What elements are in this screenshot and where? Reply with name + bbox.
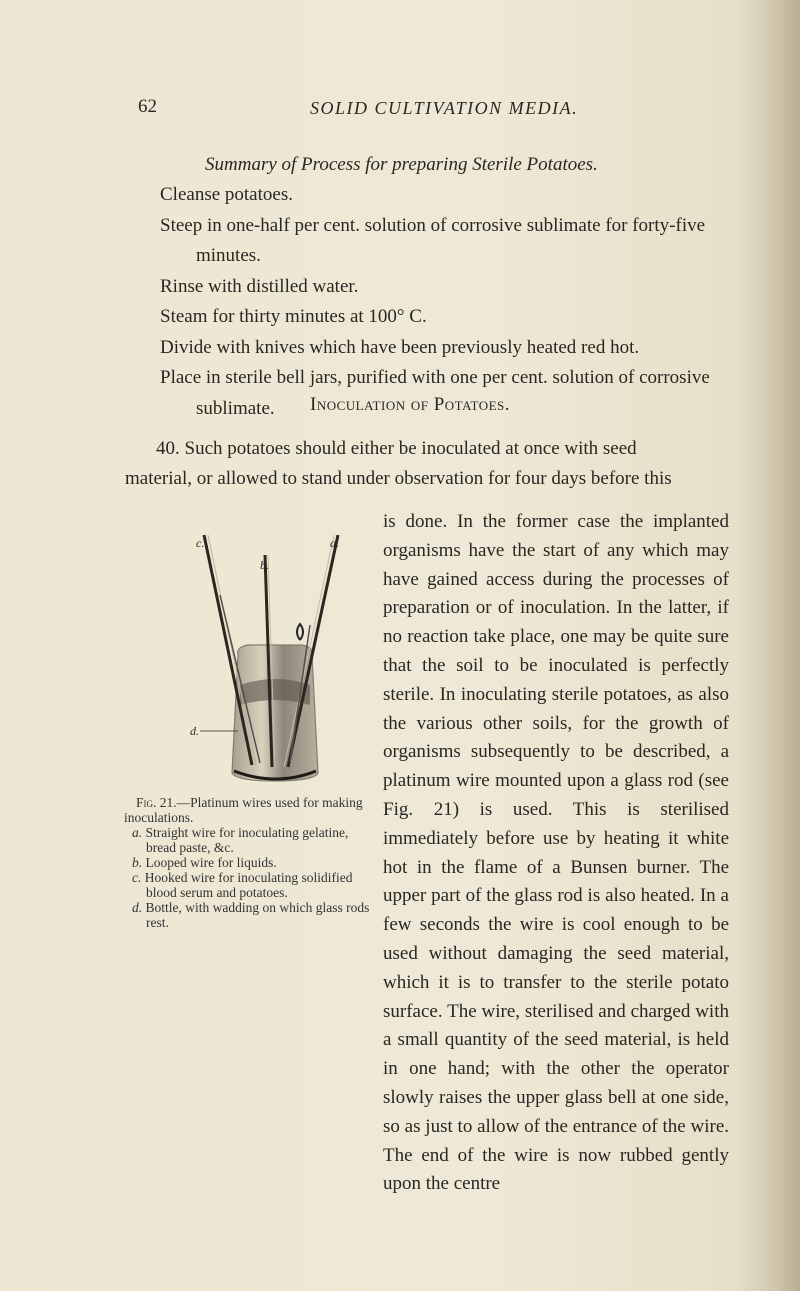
figure-label-a: a. [330,536,339,550]
caption-item-text: Hooked wire for inoculating solidified blood serum and potatoes. [144,870,353,900]
caption-item-text: Looped wire for liquids. [145,855,277,870]
figure-label-d: d. [190,724,199,738]
figure-label-c: c. [196,536,205,550]
paragraph-right-column: is done. In the former case the implanted organisms have the start of any which may have gained access during the processes of preparation or of inoculation. In the latter, if no reaction take place, one may be quite sure that the soil to be inoculated is perfectly sterile. In inoculating sterile potatoes, as also the various other soils, for the growth of organisms subsequently to be described, a platinum wire mounted upon a glass rod (see Fig. 21) is used. This is sterilised immediately before use by heating it white hot in the flame of a Bunsen burner. The upper part of the glass rod is also heated. In a few seconds the wire is cool enough to be used without damaging the seed material, which it is to transfer to the sterile potato surface. The wire, sterilised and charged with a small quantity of the seed material, is held in one hand; with the other the operator slowly raises the upper glass bell at one side, so as just to allow of the entrance of the wire. The end of the wire is now rubbed gently upon the centre [383,511,729,1195]
section-title: Inoculation of Potatoes. [310,394,511,415]
caption-item-key: d. [132,900,143,915]
caption-item-key: c. [132,870,142,885]
paragraph-top [125,434,729,494]
caption-fig-label: Fig. 21. [136,795,177,810]
list-item: Rinse with distilled water. [160,275,359,297]
caption-item-key: b. [132,855,143,870]
page-header [0,96,800,126]
caption-item [124,855,376,870]
caption-item [124,870,376,900]
paragraph-line: 40. Such potatoes should either be inoculated at once with seed [156,438,637,459]
caption-item [124,900,376,930]
figure-platinum-wires [190,535,368,785]
figure-caption [124,795,376,930]
caption-item-text: Straight wire for inoculating gelatine, bread paste, &c. [145,825,349,855]
caption-item-key: a. [132,825,143,840]
list-item: Place in sterile bell jars, purified with one per cent. solution of corrosive sublimate. [160,367,710,419]
summary-steps [160,180,720,424]
caption-title-text: —Platinum wires used for making inoculations. [124,795,363,825]
list-item: Cleanse potatoes. [160,184,293,205]
caption-title [124,795,376,825]
caption-item-text: Bottle, with wadding on which glass rods rest. [145,900,370,930]
paragraph-line: material, or allowed to stand under observation for four days before this [125,468,672,489]
list-item: Steep in one-half per cent. solution of corrosive sublimate for forty-five minutes. [160,214,706,266]
running-head: SOLID CULTIVATION MEDIA. [310,98,579,118]
summary-title: Summary of Process for preparing Sterile Potatoes. [205,154,598,175]
platinum-wires-illustration [190,535,368,785]
page-number: 62 [138,96,157,117]
caption-item [124,825,376,855]
figure-label-b: b. [260,558,269,572]
list-item: Steam for thirty minutes at 100° C. [160,306,427,327]
list-item: Divide with knives which have been previously heated red hot. [160,336,640,358]
